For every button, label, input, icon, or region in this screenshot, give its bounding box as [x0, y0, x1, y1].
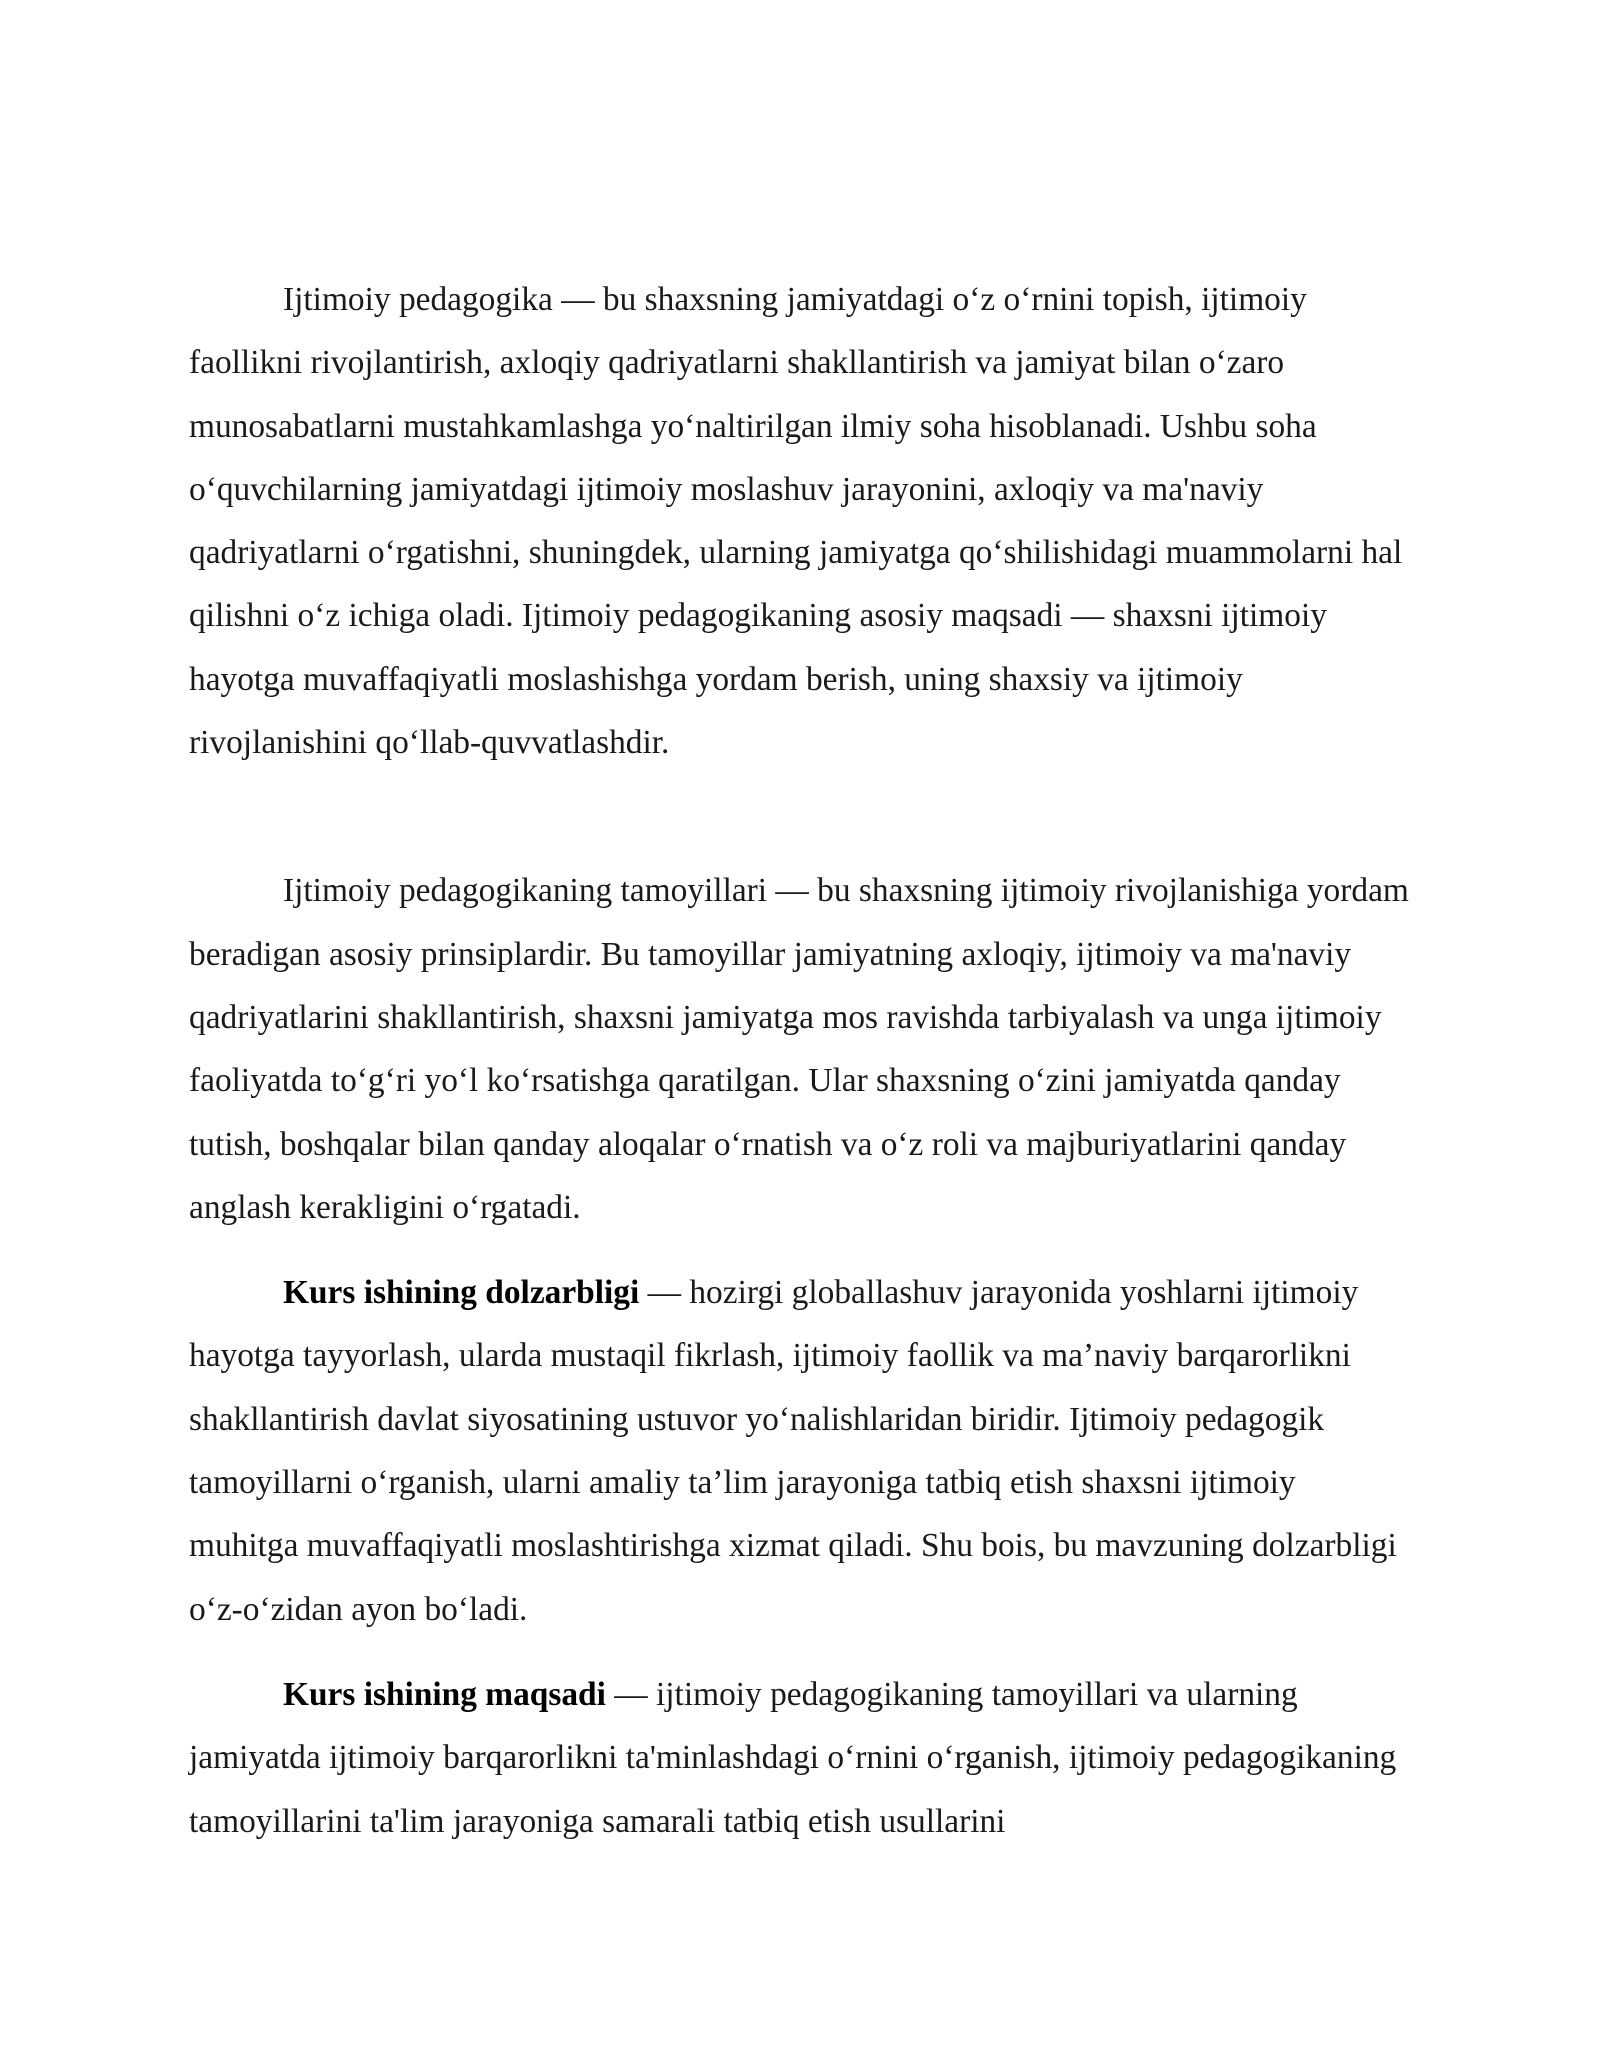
relevance-heading: Kurs ishining dolzarbligi	[283, 1274, 640, 1312]
goal-heading: Kurs ishining maqsadi	[283, 1675, 606, 1713]
paragraph-relevance	[189, 1261, 1411, 1641]
paragraph-principles-text: Ijtimoiy pedagogikaning tamoyillari — bu shaxsning ijtimoiy rivojlanishiga yordam beradigan asosiy prinsiplardir. Bu tamoyillar jamiyatning axloqiy, ijtimoiy va ma'naviy qadriyatlarini shakllantirish, shaxsni jamiyatga mos ravishda tarbiyalash va unga ijtimoiy faoliyatda to‘g‘ri yo‘l ko‘rsatishga qaratilgan. Ular shaxsning o‘zini jamiyatda qanday tutish, boshqalar bilan qanday aloqalar o‘rnatish va o‘z roli va majburiyatlarini qanday anglash kerakligini o‘rgatadi.	[189, 872, 1409, 1226]
document-body	[189, 268, 1411, 1853]
paragraph-relevance-text: — hozirgi globallashuv jarayonida yoshlarni ijtimoiy hayotga tayyorlash, ularda mustaqil fikrlash, ijtimoiy faollik va ma’naviy barqarorlikni shakllantirish davlat siyosatining ustuvor yo‘nalishlaridan biridir. Ijtimoiy pedagogik tamoyillarni o‘rganish, ularni amaliy ta’lim jarayoniga tatbiq etish shaxsni ijtimoiy muhitga muvaffaqiyatli moslashtirishga xizmat qiladi. Shu bois, bu mavzuning dolzarbligi o‘z-o‘zidan ayon bo‘ladi.	[189, 1274, 1397, 1628]
paragraph-goal	[189, 1663, 1411, 1853]
paragraph-intro	[189, 268, 1411, 774]
paragraph-intro-text: Ijtimoiy pedagogika — bu shaxsning jamiyatdagi o‘z o‘rnini topish, ijtimoiy faollikni rivojlantirish, axloqiy qadriyatlarni shakllantirish va jamiyat bilan o‘zaro munosabatlarni mustahkamlashga yo‘naltirilgan ilmiy soha hisoblanadi. Ushbu soha o‘quvchilarning jamiyatdagi ijtimoiy moslashuv jarayonini, axloqiy va ma'naviy qadriyatlarni o‘rgatishni, shuningdek, ularning jamiyatga qo‘shilishidagi muammolarni hal qilishni o‘z ichiga oladi. Ijtimoiy pedagogikaning asosiy maqsadi — shaxsni ijtimoiy hayotga muvaffaqiyatli moslashishga yordam berish, uning shaxsiy va ijtimoiy rivojlanishini qo‘llab-quvvatlashdir.	[189, 281, 1403, 762]
paragraph-principles	[189, 859, 1411, 1239]
paragraph-goal-text: — ijtimoiy pedagogikaning tamoyillari va ularning jamiyatda ijtimoiy barqarorlikni ta'minlashdagi o‘rnini o‘rganish, ijtimoiy pedagogikaning tamoyillarini ta'lim jarayoniga samarali tatbiq etish usullarini	[189, 1675, 1397, 1840]
